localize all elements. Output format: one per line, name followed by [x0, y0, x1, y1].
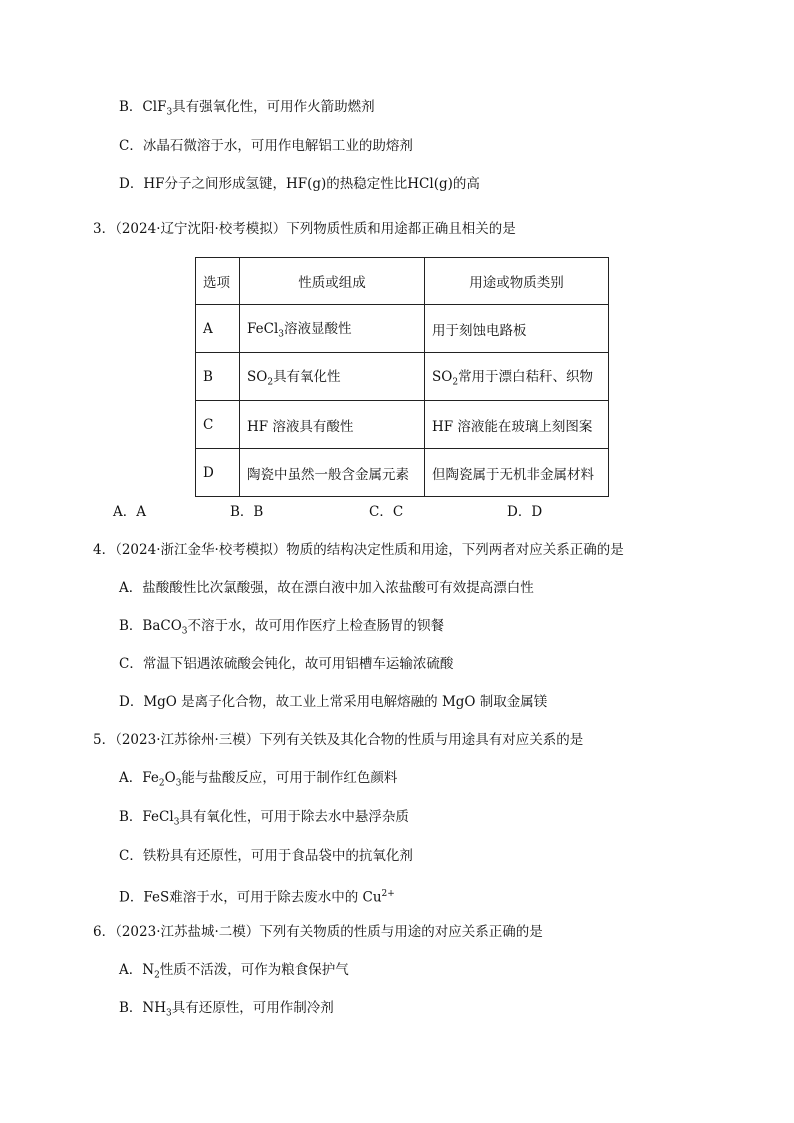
table-header-row — [196, 258, 609, 305]
q5-option-a: A．$Fe_2O_3$能与盐酸反应，可用于制作红色颜料 — [119, 770, 398, 789]
q4-option-b: B．BaCO$_3$不溶于水，故可用作医疗上检查肠胃的钡餐 — [119, 618, 445, 637]
q3-answer-d: D．D — [507, 504, 543, 520]
table-cell: C — [196, 401, 240, 449]
table-cell: 陶瓷中虽然一般含金属元素 — [240, 449, 425, 497]
table-cell: $SO_2$具有氧化性 — [240, 353, 425, 401]
table-cell: B — [196, 353, 240, 401]
q3-answer-a: A．A — [113, 504, 146, 520]
q3-stem: 3．（2024·辽宁沈阳·校考模拟）下列物质性质和用途都正确且相关的是 — [93, 221, 516, 237]
q2-option-d: D．HF分子之间形成氢键，HF(g)的热稳定性比HCl(g)的高 — [119, 176, 480, 192]
table-cell: 用于刻蚀电路板 — [425, 305, 609, 353]
q2-option-b: B．ClF$_3$具有强氧化性，可用作火箭助燃剂 — [119, 99, 375, 118]
table-cell: D — [196, 449, 240, 497]
table-cell: 但陶瓷属于无机非金属材料 — [425, 449, 609, 497]
table-cell: FeCl$_3$溶液显酸性 — [240, 305, 425, 353]
q5-option-c: C．铁粉具有还原性，可用于食品袋中的抗氧化剂 — [119, 848, 413, 864]
q5-option-d: D．FeS难溶于水，可用于除去废水中的 $Cu^{2+}$ — [119, 889, 395, 906]
q5-stem: 5．（2023·江苏徐州·三模）下列有关铁及其化合物的性质与用途具有对应关系的是 — [93, 732, 584, 748]
table-row — [196, 449, 609, 497]
q2-option-c: C．冰晶石微溶于水，可用作电解铝工业的助熔剂 — [119, 138, 413, 154]
table-cell: HF 溶液具有酸性 — [240, 401, 425, 449]
table-row — [196, 353, 609, 401]
q4-stem: 4．（2024·浙江金华·校考模拟）物质的结构决定性质和用途，下列两者对应关系正确的是 — [93, 542, 624, 558]
table-cell: $SO_2$常用于漂白秸秆、织物 — [425, 353, 609, 401]
q6-stem: 6．（2023·江苏盐城·二模）下列有关物质的性质与用途的对应关系正确的是 — [93, 924, 543, 940]
q6-option-b: B．$NH_3$具有还原性，可用作制冷剂 — [119, 1000, 334, 1019]
table-cell: A — [196, 305, 240, 353]
table-header-cell: 性质或组成 — [240, 258, 425, 305]
q4-option-d: D．MgO 是离子化合物，故工业上常采用电解熔融的 MgO 制取金属镁 — [119, 694, 548, 710]
table-row — [196, 401, 609, 449]
q4-option-a: A．盐酸酸性比次氯酸强，故在漂白液中加入浓盐酸可有效提高漂白性 — [119, 580, 534, 596]
table-header-cell: 选项 — [196, 258, 240, 305]
q6-option-a: A．$N_2$性质不活泼，可作为粮食保护气 — [119, 962, 349, 981]
q5-option-b: B．FeCl$_3$具有氧化性，可用于除去水中悬浮杂质 — [119, 809, 409, 828]
table-cell: HF 溶液能在玻璃上刻图案 — [425, 401, 609, 449]
q3-answer-c: C．C — [369, 504, 404, 520]
q3-answer-b: B．B — [230, 504, 264, 520]
q3-table — [195, 257, 609, 497]
table-row — [196, 305, 609, 353]
table-header-cell: 用途或物质类别 — [425, 258, 609, 305]
q4-option-c: C．常温下铝遇浓硫酸会钝化，故可用铝槽车运输浓硫酸 — [119, 656, 454, 672]
